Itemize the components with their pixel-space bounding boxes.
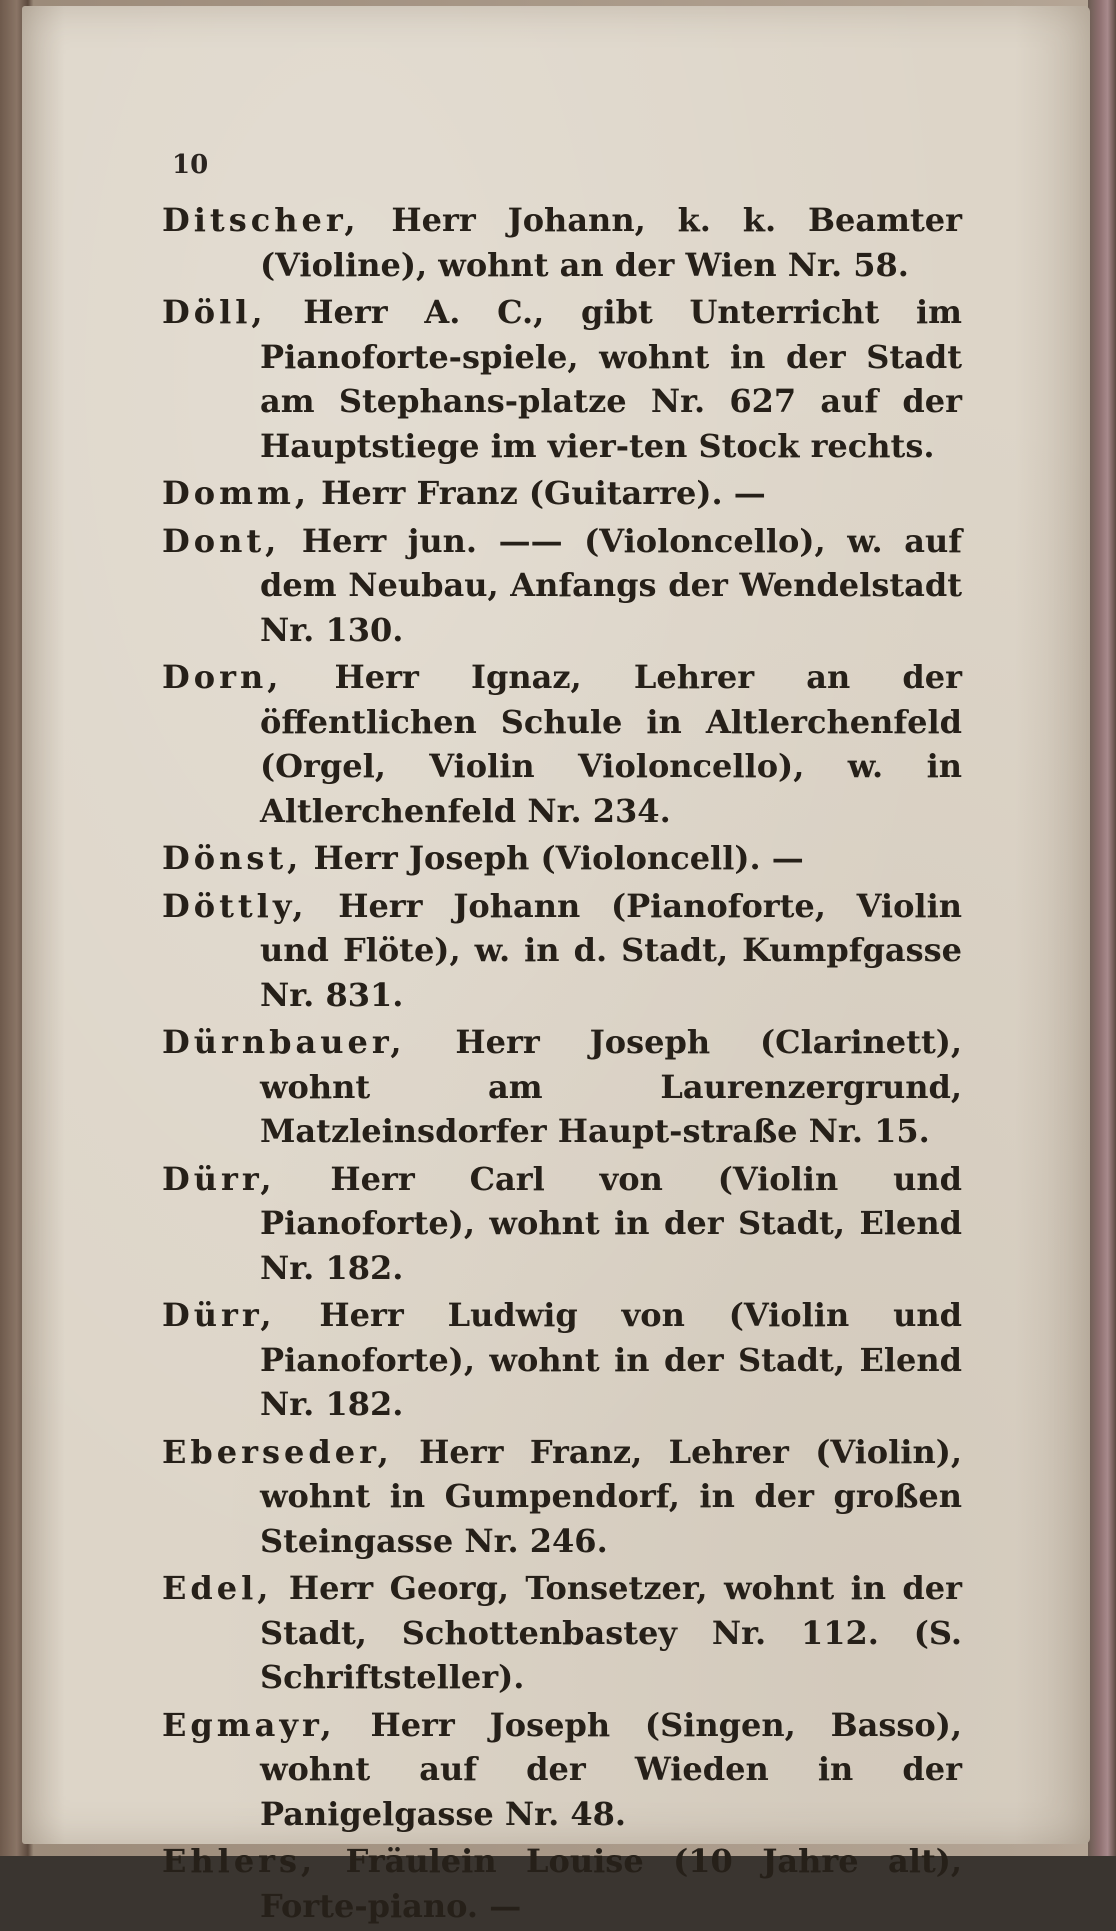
entry-name: Dönst,: [162, 839, 303, 877]
directory-entry: [162, 884, 962, 1018]
directory-entry: [162, 836, 962, 881]
entry-text: Herr Johann (Pianoforte, Violin und Flöte), w. in d. Stadt, Kumpfgasse Nr. 831.: [260, 886, 962, 1014]
entry-name: Ditscher,: [162, 201, 360, 239]
entry-name: Ehlers,: [162, 1842, 317, 1880]
directory-entry: [162, 519, 962, 653]
directory-entry: [162, 1293, 962, 1427]
directory-entry: [162, 290, 962, 468]
directory-entry: [162, 471, 962, 516]
entry-text: Herr Georg, Tonsetzer, wohnt in der Stadt, Schottenbastey Nr. 112. (S. Schriftsteller).: [260, 1569, 962, 1696]
entry-name: Eberseder,: [162, 1432, 393, 1471]
page-number: 10: [172, 150, 209, 180]
directory-entry: [162, 1703, 962, 1837]
entry-name: Dont,: [162, 521, 281, 560]
directory-entry: [162, 655, 962, 833]
entry-text: Herr Franz (Guitarre). —: [309, 474, 766, 512]
entry-text: Herr Johann, k. k. Beamter (Violine), wohnt an der Wien Nr. 58.: [260, 201, 962, 284]
entry-name: Dorn,: [162, 658, 283, 696]
entry-text: Herr Joseph (Violoncell). —: [302, 839, 804, 877]
entry-text: Herr A. C., gibt Unterricht im Pianoforte-spiele, wohnt in der Stadt am Stephans-platze Nr. 627 auf der Hauptstiege im vier-ten Stock rechts.: [260, 293, 962, 465]
entry-name: Döttly,: [162, 886, 308, 925]
entry-text: Herr Ignaz, Lehrer an der öffentlichen Schule in Altlerchenfeld (Orgel, Violin Violoncello), w. in Altlerchenfeld Nr. 234.: [260, 658, 962, 830]
entry-text: Herr Franz, Lehrer (Violin), wohnt in Gumpendorf, in der großen Steingasse Nr. 246.: [260, 1432, 962, 1560]
entry-name: Döll,: [162, 293, 267, 331]
entry-text: Herr Carl von (Violin und Pianoforte), wohnt in der Stadt, Elend Nr. 182.: [260, 1159, 962, 1287]
entry-name: Dürnbauer,: [162, 1023, 406, 1061]
entry-name: Dürr,: [162, 1296, 276, 1334]
directory-entry: [162, 1020, 962, 1154]
entry-name: Egmayr,: [162, 1705, 336, 1744]
directory-entry: [162, 1157, 962, 1291]
entry-text: Herr Joseph (Singen, Basso), wohnt auf der Wieden in der Panigelgasse Nr. 48.: [260, 1705, 962, 1833]
directory-entry: [162, 1566, 962, 1700]
directory-entry: [162, 198, 962, 287]
directory-entry: [162, 1430, 962, 1564]
directory-entry: [162, 1839, 962, 1928]
entry-name: Dürr,: [162, 1159, 276, 1198]
entry-name: Edel,: [162, 1569, 273, 1607]
entry-text: Herr jun. —— (Violoncello), w. auf dem Neubau, Anfangs der Wendelstadt Nr. 130.: [260, 521, 962, 649]
entry-text: Herr Joseph (Clarinett), wohnt am Laurenzergrund, Matzleinsdorfer Haupt-straße Nr. 15.: [260, 1023, 962, 1150]
entry-text: Fräulein Louise (10 Jahre alt), Forte-piano. —: [260, 1842, 962, 1925]
entry-text: Herr Ludwig von (Violin und Pianoforte), wohnt in der Stadt, Elend Nr. 182.: [260, 1296, 962, 1423]
directory-entries: [162, 198, 962, 1931]
entry-name: Domm,: [162, 474, 310, 512]
book-edge: [1088, 0, 1116, 1856]
